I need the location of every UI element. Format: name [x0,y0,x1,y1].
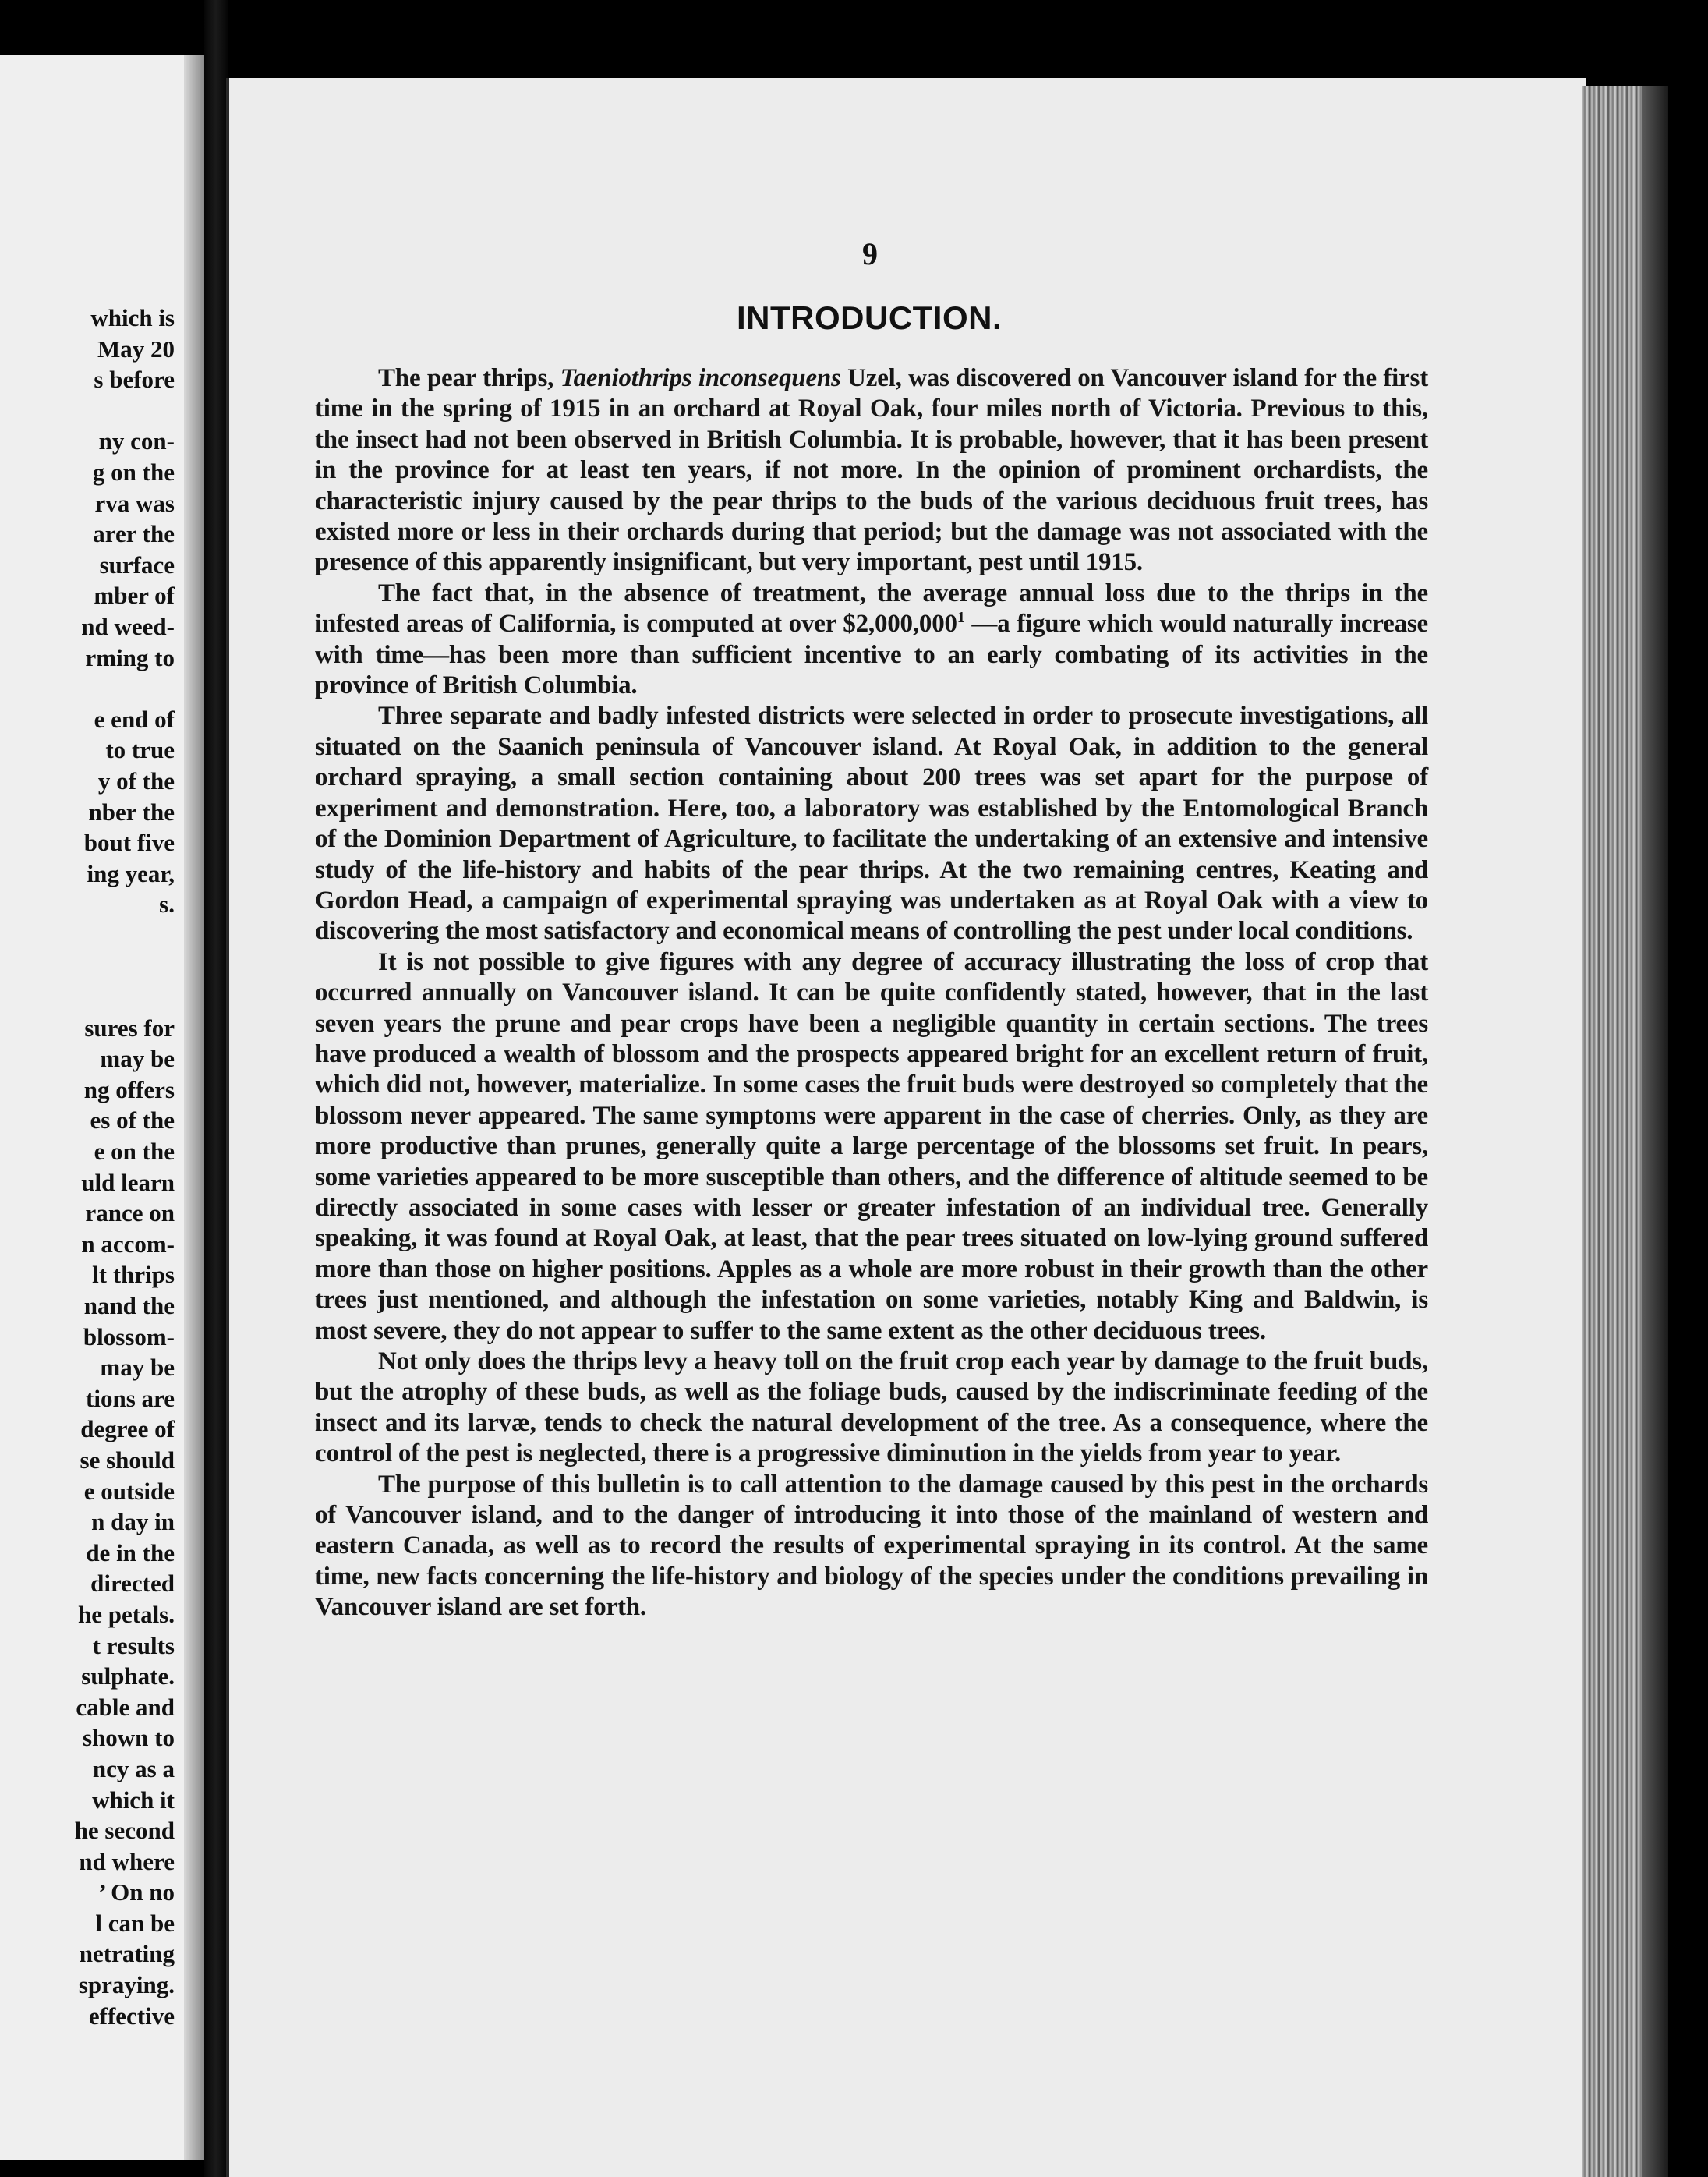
left-page-line: may be [100,1354,175,1382]
left-page-line: cable and [76,1693,175,1721]
left-page-line: ncy as a [92,1754,175,1782]
left-page-line: sures for [84,1014,175,1042]
left-page-line: which is [90,304,175,331]
paragraph-2-lead: The fact that, in the absence of treatment, the average annual loss due to the thrips in the infested areas of California, is computed at over $2,000,000 [315,579,1428,639]
left-page-line: blossom- [83,1322,175,1350]
paragraph-1 [315,363,1428,579]
left-page-line: degree of [80,1415,175,1443]
left-page-line: he petals. [78,1600,175,1628]
left-page-line [75,950,175,982]
left-page-line: may be [100,1045,175,1073]
left-page-shadow [184,55,204,2160]
left-page-line [75,982,175,1013]
left-page-line: nand the [83,1292,175,1319]
section-title: INTRODUCTION. [737,299,1003,336]
book-gutter [204,0,228,2177]
left-page-line: es of the [90,1106,175,1135]
left-page-line: spraying. [78,1971,175,1999]
left-page-line: y of the [97,766,175,795]
left-page-line: May 20 [97,335,175,363]
left-page-line: shown to [82,1724,175,1752]
paragraph-1-lead: The pear thrips, [378,364,560,392]
left-page-line: arer the [93,520,175,548]
left-page-line: mber of [94,582,175,610]
left-page-line: g on the [92,458,175,486]
left-page-line: e outside [83,1477,175,1505]
footnote-marker: 1 [957,609,965,627]
left-page-line: de in the [86,1538,175,1566]
left-page-line: to true [105,736,175,764]
left-page-line [75,673,175,704]
left-page-line: rva was [94,489,175,517]
species-name: Taeniothrips inconsequens [560,364,841,392]
paragraph-6: The purpose of this bulletin is to call attention to the damage caused by this pest in the orchards of Vancouver island, and to the danger of introducing it into those of the mainland of western and eastern Canada, as well as to record the results of experimental spraying in its control. At the same time, new facts concerning the life-history and biology of the species under the conditions prevailing in Vancouver island are set forth. [315,1470,1428,1622]
left-page-line: he second [74,1817,175,1845]
paragraph-5: Not only does the thrips levy a heavy toll on the fruit crop each year by damage to the fruit buds, but the atrophy of these buds, as well as the foliage buds, caused by the indiscriminate feeding of the insect and its larvæ, tends to check the natural development of the tree. As a consequence, where the control of the pest is neglected, there is a progressive diminution in the yields from year to year. [315,1347,1428,1468]
left-page-line: se should [80,1446,175,1474]
page-edge-shadow [1642,86,1668,2177]
paragraph-1-text: Uzel, was discovered on Vancouver island for the first time in the spring of 1915 in an orchard at Royal Oak, four miles north of Victoria. Previous to this, the insect had not been observed in British Columbia. It is probable, however, that it has been present in the province for at least ten years, if not more. In the opinion of prominent orchardists, the characteristic injury caused by the pear thrips to the buds of the various deciduous fruit trees, has existed more or less in their orchards during that period; but the damage was not associated with the presence of this apparently insignificant, but very important, pest until 1915. [315,364,1428,577]
left-page-line: n accom- [81,1230,175,1258]
left-page-line: surface [99,550,175,579]
left-page-line: nd weed- [81,612,175,640]
page-number: 9 [862,236,878,271]
left-page-line: rance on [85,1199,175,1227]
left-page-line: effective [88,2002,175,2030]
left-page-line: which it [92,1786,175,1814]
left-page-line: sulphate. [81,1662,175,1690]
left-page-line: lt thrips [92,1261,175,1289]
left-page-line: bout five [83,829,175,857]
body-text [315,363,1428,1623]
left-page-line: directed [90,1570,175,1598]
left-page-text-fragments [75,303,175,2031]
left-page-line: tions are [86,1384,175,1412]
paragraph-2-text: —a figure which would naturally increase with time—has been more than sufficient incentive to an early combating of its activities in the province of British Columbia. [315,610,1428,700]
paragraph-3: Three separate and badly infested districts were selected in order to prosecute investigations, all situated on the Saanich peninsula of Vancouver island. At Royal Oak, in addition to the general orchard spraying, a small section containing about 200 trees was set apart for the purpose of experiment and demonstration. Here, too, a laboratory was established by the Entomological Branch of the Dominion Department of Agriculture, to facilitate the undertaking of an extensive and intensive study of the life-history and habits of the pear thrips. At the two remaining centres, Keating and Gordon Head, a campaign of experimental spraying was undertaken as at Royal Oak with a view to discovering the most satisfactory and economical means of controlling the pest under local conditions. [315,702,1428,946]
paragraph-4: It is not possible to give figures with any degree of accuracy illustrating the loss of crop that occurred annually on Vancouver island. It can be quite confidently stated, however, that in the last seven years the prune and pear crops have been a negligible quantity in certain sections. The trees have produced a wealth of blossom and the prospects appeared bright for an excellent return of fruit, which did not, however, materialize. In some cases the fruit buds were destroyed so completely that the blossom never appeared. The same symptoms were apparent in the case of cherries. Only, as they are more productive than prunes, generally quite a large percentage of the blossoms set fruit. In pears, some varieties appeared to be more susceptible than others, and the difference of altitude seemed to be directly associated in some cases with lesser or greater infestation of an individual tree. Generally speaking, it was found at Royal Oak, at least, that the pear trees situated on low-lying ground suffered more than those on higher positions. Apples as a whole are more robust in their growth than the other trees just mentioned, and although the infestation on some varieties, notably King and Baldwin, is most severe, they do not appear to suffer to the same extent as the other deciduous trees. [315,947,1428,1345]
paragraph-2 [315,579,1428,702]
left-page-line: rming to [85,643,175,671]
left-page-line: l can be [95,1909,175,1937]
left-page-line [75,395,175,427]
left-page-line: s. [159,890,175,919]
left-page-line: e on the [94,1138,175,1166]
left-page-line: t results [92,1631,175,1659]
left-page-line: n day in [91,1508,175,1536]
left-page-line: s before [94,366,175,394]
left-page-line: netrating [79,1940,175,1968]
left-page-line [75,920,175,951]
left-page-line: nd where [79,1847,175,1875]
page-block-edge [1582,86,1668,2177]
left-page-line: ng offers [83,1075,175,1103]
left-page-line: ny con- [98,427,175,455]
left-page-line: ’ On no [98,1878,175,1906]
left-page-line: uld learn [81,1168,175,1196]
left-page-line: nber the [88,798,175,826]
left-page-line: ing year, [87,859,175,887]
left-page-line: e end of [94,705,175,733]
left-facing-page [0,55,204,2160]
